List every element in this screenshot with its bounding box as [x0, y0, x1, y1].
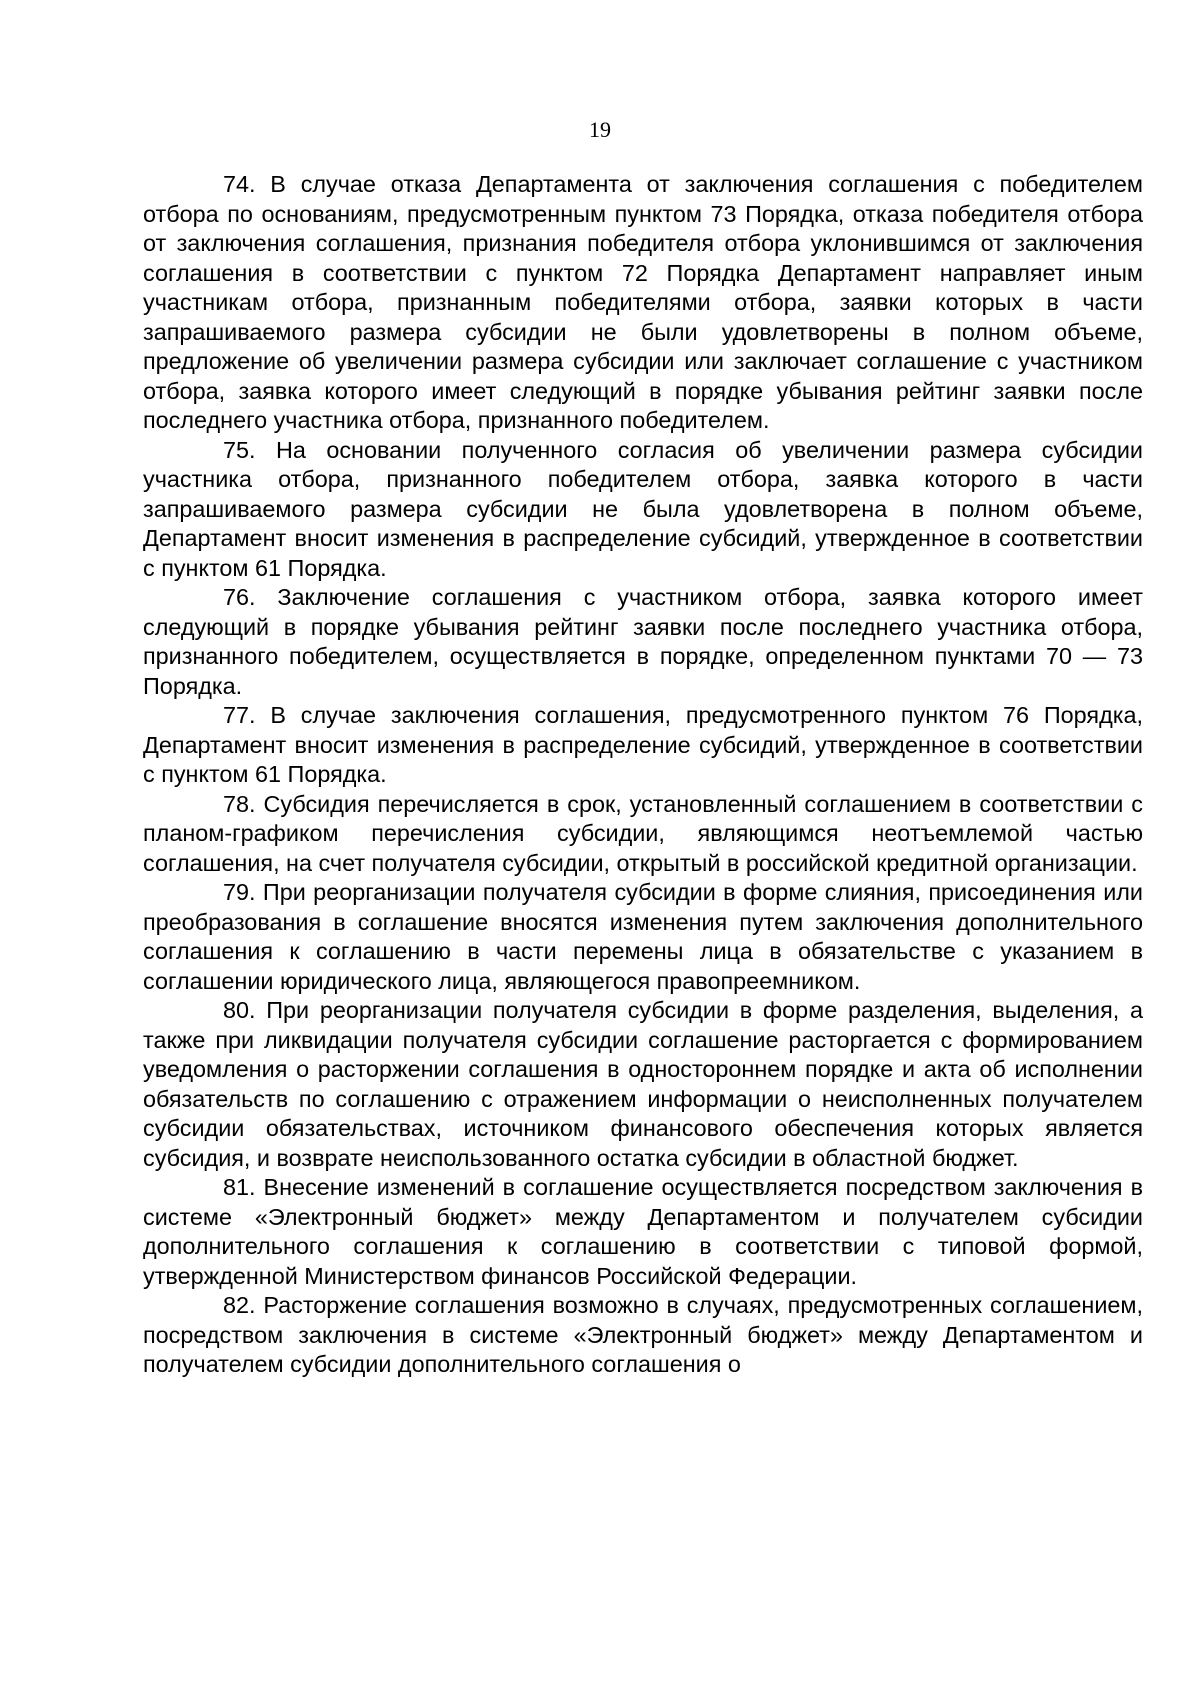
paragraph-82: 82. Расторжение соглашения возможно в случаях, предусмотренных соглашением, посредством заключения в системе «Электронный бюджет» между Департаментом и получателем субсидии дополнительного соглашения о	[143, 1292, 1143, 1377]
page-number: 19	[589, 117, 611, 142]
paragraph-78: 78. Субсидия перечисляется в срок, установленный соглашением в соответствии с планом-графиком перечисления субсидии, являющимся неотъемлемой частью соглашения, на счет получателя субсидии, открытый в российской кредитной организации.	[143, 790, 1143, 876]
document-body	[143, 170, 1143, 1380]
paragraph-74: 74. В случае отказа Департамента от заключения соглашения с победителем отбора по основаниям, предусмотренным пунктом 73 Порядка, отказа победителя отбора от заключения соглашения, признания победителя отбора уклонившимся от заключения соглашения в соответствии с пунктом 72 Порядка Департамент направляет иным участникам отбора, признанным победителями отбора, заявки которых в части запрашиваемого размера субсидии не были удовлетворены в полном объеме, предложение об увеличении размера субсидии или заключает соглашение с участником отбора, заявка которого имеет следующий в порядке убывания рейтинг заявки после последнего участника отбора, признанного победителем.	[143, 171, 1143, 433]
paragraph-75: 75. На основании полученного согласия об увеличении размера субсидии участника отбора, признанного победителем отбора, заявка которого в части запрашиваемого размера субсидии не была удовлетворена в полном объеме, Департамент вносит изменения в распределение субсидий, утвержденное в соответствии с пунктом 61 Порядка.	[143, 436, 1143, 581]
paragraph-79: 79. При реорганизации получателя субсидии в форме слияния, присоединения или преобразования в соглашение вносятся изменения путем заключения дополнительного соглашения к соглашению в части перемены лица в обязательстве с указанием в соглашении юридического лица, являющегося правопреемником.	[143, 879, 1143, 994]
paragraph-76: 76. Заключение соглашения с участником отбора, заявка которого имеет следующий в порядке убывания рейтинг заявки после последнего участника отбора, признанного победителем, осуществляется в порядке, определенном пунктами 70 — 73 Порядка.	[143, 584, 1143, 699]
paragraph-80: 80. При реорганизации получателя субсидии в форме разделения, выделения, а также при ликвидации получателя субсидии соглашение расторгается с формированием уведомления о расторжении соглашения в одностороннем порядке и акта об исполнении обязательств по соглашению с отражением информации о неисполненных получателем субсидии обязательствах, источником финансового обеспечения которых является субсидия, и возврате неиспользованного остатка субсидии в областной бюджет.	[143, 997, 1143, 1171]
paragraph-77: 77. В случае заключения соглашения, предусмотренного пунктом 76 Порядка, Департамент вносит изменения в распределение субсидий, утвержденное в соответствии с пунктом 61 Порядка.	[143, 702, 1143, 787]
paragraph-81: 81. Внесение изменений в соглашение осуществляется посредством заключения в системе «Электронный бюджет» между Департаментом и получателем субсидии дополнительного соглашения к соглашению в соответствии с типовой формой, утвержденной Министерством финансов Российской Федерации.	[143, 1174, 1143, 1289]
